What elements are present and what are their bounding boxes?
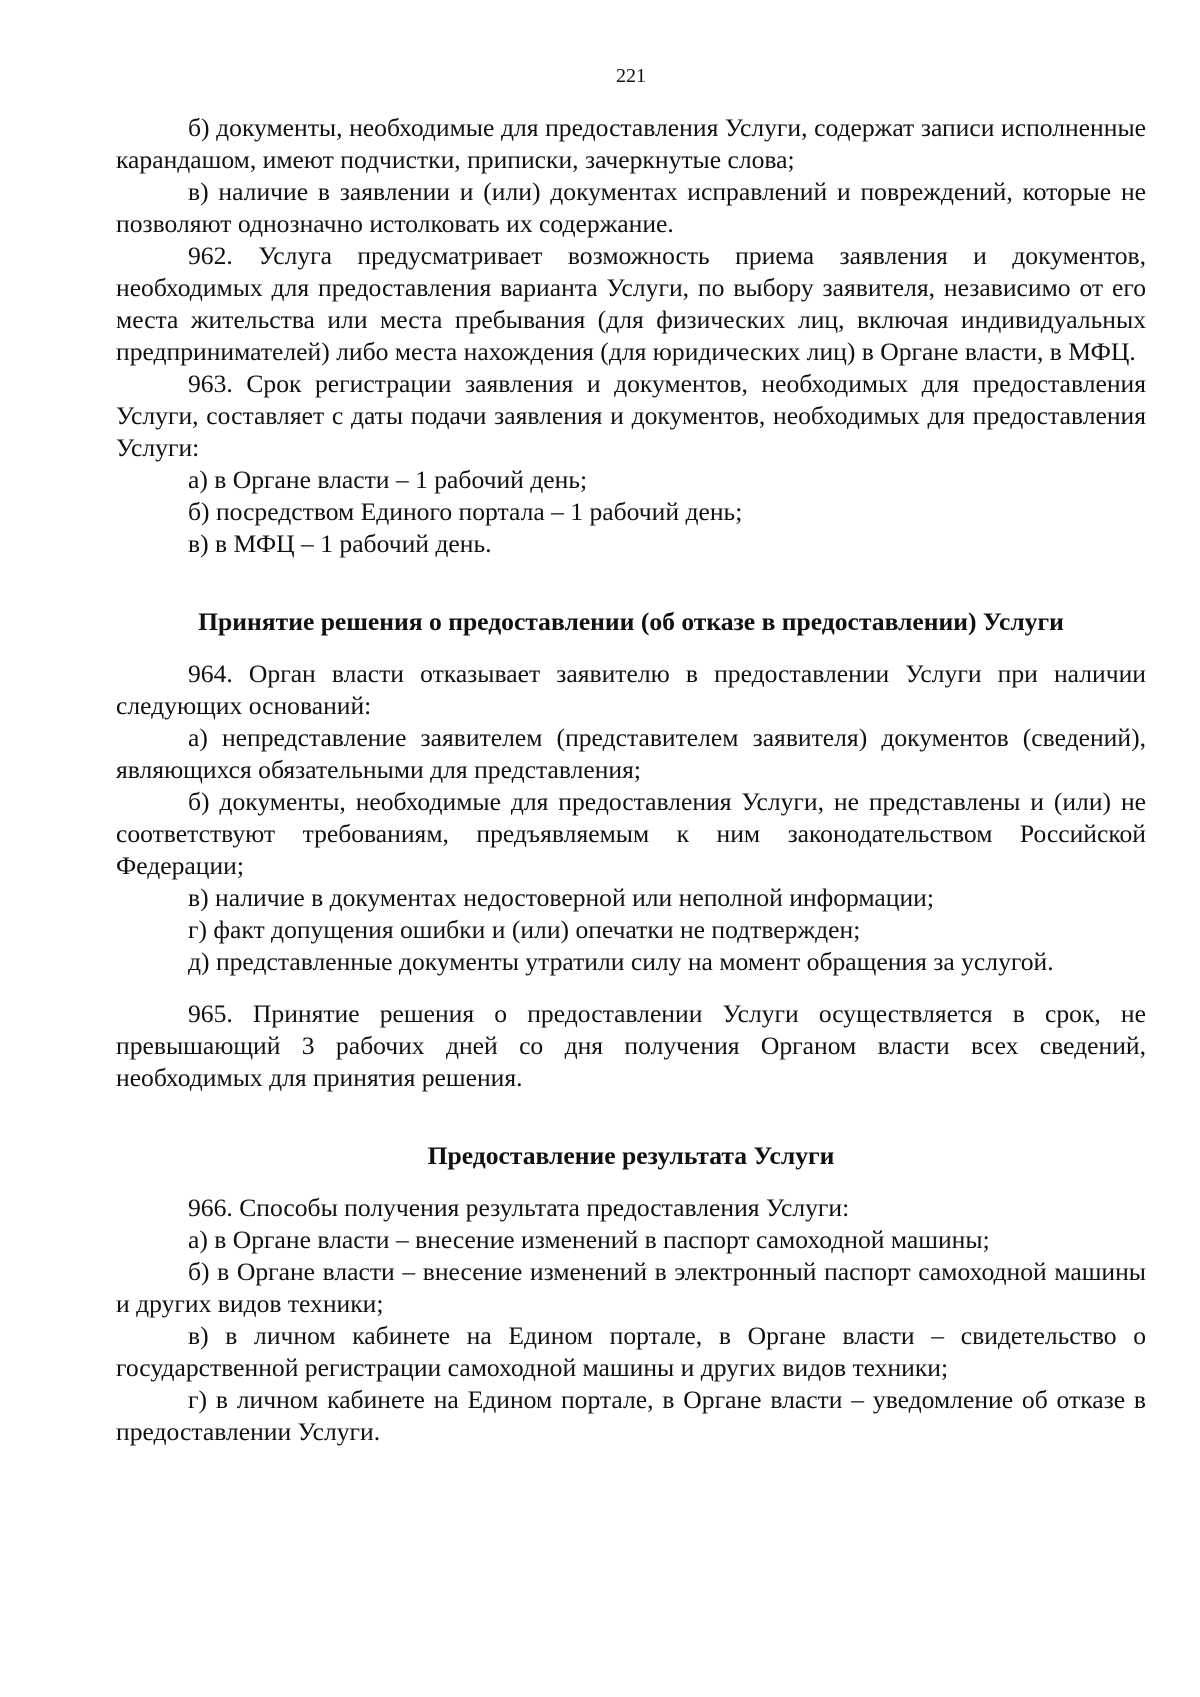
paragraph-965: 965. Принятие решения о предоставлении Услуги осуществляется в срок, не превышающий 3 рабочих дней со дня получения Органом власти всех сведений, необходимых для принятия решения. <box>116 999 1146 1092</box>
paragraph-964-d: д) представленные документы утратили силу на момент обращения за услугой. <box>188 947 1054 976</box>
paragraph-963-v: в) в МФЦ – 1 рабочий день. <box>188 529 492 558</box>
paragraph-963: 963. Срок регистрации заявления и документов, необходимых для предоставления Услуги, составляет с даты подачи заявления и документов, необходимых для предоставления Услуги: <box>116 369 1146 462</box>
paragraph-964-a: а) непредставление заявителем (представителем заявителя) документов (сведений), являющихся обязательными для представления; <box>116 723 1146 784</box>
paragraph-v-corrections: в) наличие в заявлении и (или) документах исправлений и повреждений, которые не позволяют однозначно истолковать их содержание. <box>116 177 1146 238</box>
paragraph-b-documents-defects: б) документы, необходимые для предоставления Услуги, содержат записи исполненные карандашом, имеют подчистки, приписки, зачеркнутые слова; <box>116 113 1146 174</box>
paragraph-966: 966. Способы получения результата предоставления Услуги: <box>188 1193 850 1222</box>
paragraph-966-v: в) в личном кабинете на Едином портале, в Органе власти – свидетельство о государственной регистрации самоходной машины и других видов техники; <box>116 1321 1146 1382</box>
paragraph-964-g: г) факт допущения ошибки и (или) опечатки не подтвержден; <box>188 915 861 944</box>
section-heading-decision: Принятие решения о предоставлении (об отказе в предоставлении) Услуги <box>198 607 1064 636</box>
section-heading-result: Предоставление результата Услуги <box>427 1141 835 1170</box>
page-number: 221 <box>616 65 646 87</box>
paragraph-966-a: а) в Органе власти – внесение изменений в паспорт самоходной машины; <box>188 1225 990 1254</box>
paragraph-964-b: б) документы, необходимые для предоставления Услуги, не представлены и (или) не соответствуют требованиям, предъявляемым к ним законодательством Российской Федерации; <box>116 787 1146 880</box>
paragraph-962: 962. Услуга предусматривает возможность приема заявления и документов, необходимых для предоставления варианта Услуги, по выбору заявителя, независимо от его места жительства или места пребывания (для физических лиц, включая индивидуальных предпринимателей) либо места нахождения (для юридических лиц) в Органе власти, в МФЦ. <box>116 241 1146 366</box>
paragraph-964: 964. Орган власти отказывает заявителю в предоставлении Услуги при наличии следующих оснований: <box>116 659 1146 720</box>
paragraph-964-v: в) наличие в документах недостоверной или неполной информации; <box>188 883 934 912</box>
paragraph-963-a: а) в Органе власти – 1 рабочий день; <box>188 465 588 494</box>
paragraph-966-b: б) в Органе власти – внесение изменений в электронный паспорт самоходной машины и других видов техники; <box>116 1257 1146 1318</box>
paragraph-966-g: г) в личном кабинете на Едином портале, в Органе власти – уведомление об отказе в предоставлении Услуги. <box>116 1385 1146 1446</box>
document-page <box>116 64 1146 1448</box>
paragraph-963-b: б) посредством Единого портала – 1 рабочий день; <box>188 497 743 526</box>
